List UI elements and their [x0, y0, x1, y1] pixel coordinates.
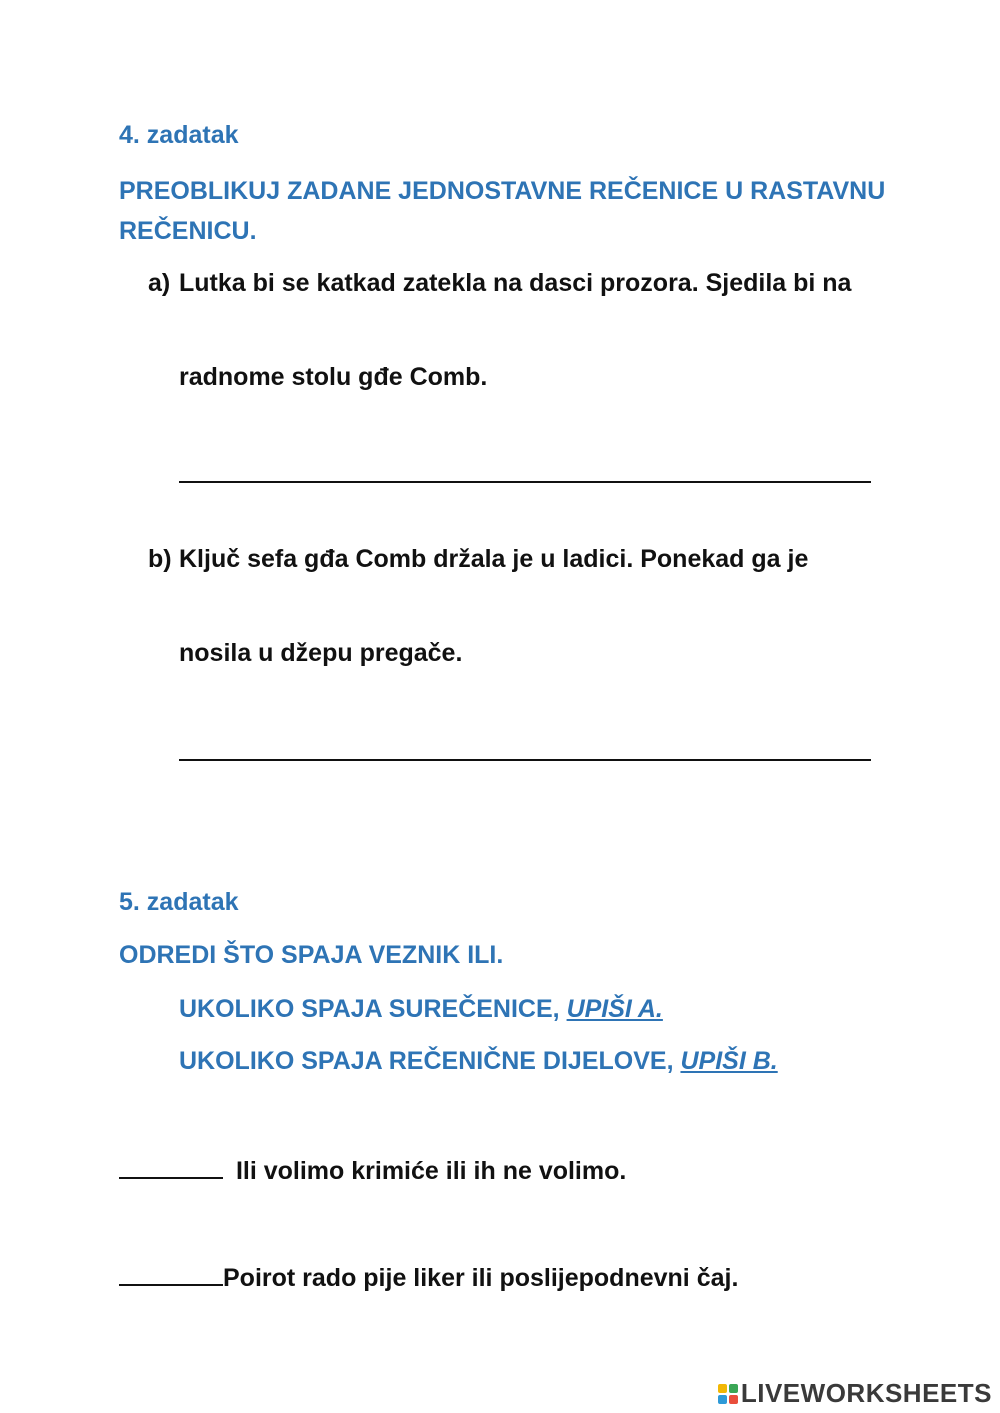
- sentence-2-text: Poirot rado pije liker ili poslijepodnevni čaj.: [223, 1264, 739, 1292]
- item-a-line2: radnome stolu gđe Comb.: [179, 363, 488, 391]
- rule-a-text: UKOLIKO SPAJA SUREČENICE,: [179, 995, 567, 1023]
- sentence-1: [119, 1155, 626, 1186]
- task4-title: 4. zadatak: [119, 121, 239, 149]
- item-b-line2: nosila u džepu pregače.: [179, 639, 463, 667]
- liveworksheets-logo: [718, 1378, 992, 1409]
- sentence-1-text: Ili volimo krimiće ili ih ne volimo.: [229, 1157, 627, 1185]
- task5-title: 5. zadatak: [119, 888, 239, 916]
- item-a-label: a): [148, 269, 171, 297]
- rule-b: [179, 1047, 778, 1076]
- answer-line-a[interactable]: [179, 481, 871, 483]
- answer-blank-1[interactable]: [119, 1155, 223, 1179]
- answer-line-b[interactable]: [179, 759, 871, 761]
- rule-b-action: UPIŠI B.: [680, 1047, 778, 1075]
- liveworksheets-logo-icon: [718, 1384, 738, 1404]
- liveworksheets-brand: LIVEWORKSHEETS: [740, 1378, 992, 1408]
- item-b-line1: Ključ sefa gđa Comb držala je u ladici. Ponekad ga je: [179, 545, 809, 573]
- item-a-line1: Lutka bi se katkad zatekla na dasci prozora. Sjedila bi na: [179, 269, 852, 297]
- rule-a-action: UPIŠI A.: [566, 995, 663, 1023]
- rule-b-text: UKOLIKO SPAJA REČENIČNE DIJELOVE,: [179, 1047, 681, 1075]
- rule-a: [179, 995, 663, 1024]
- item-b-label: b): [148, 545, 172, 573]
- answer-blank-2[interactable]: [119, 1262, 223, 1286]
- task4-instruction: PREOBLIKUJ ZADANE JEDNOSTAVNE REČENICE U RASTAVNU REČENICU.: [119, 177, 886, 245]
- sentence-2: [119, 1262, 738, 1293]
- task5-instruction: ODREDI ŠTO SPAJA VEZNIK ILI.: [119, 941, 504, 969]
